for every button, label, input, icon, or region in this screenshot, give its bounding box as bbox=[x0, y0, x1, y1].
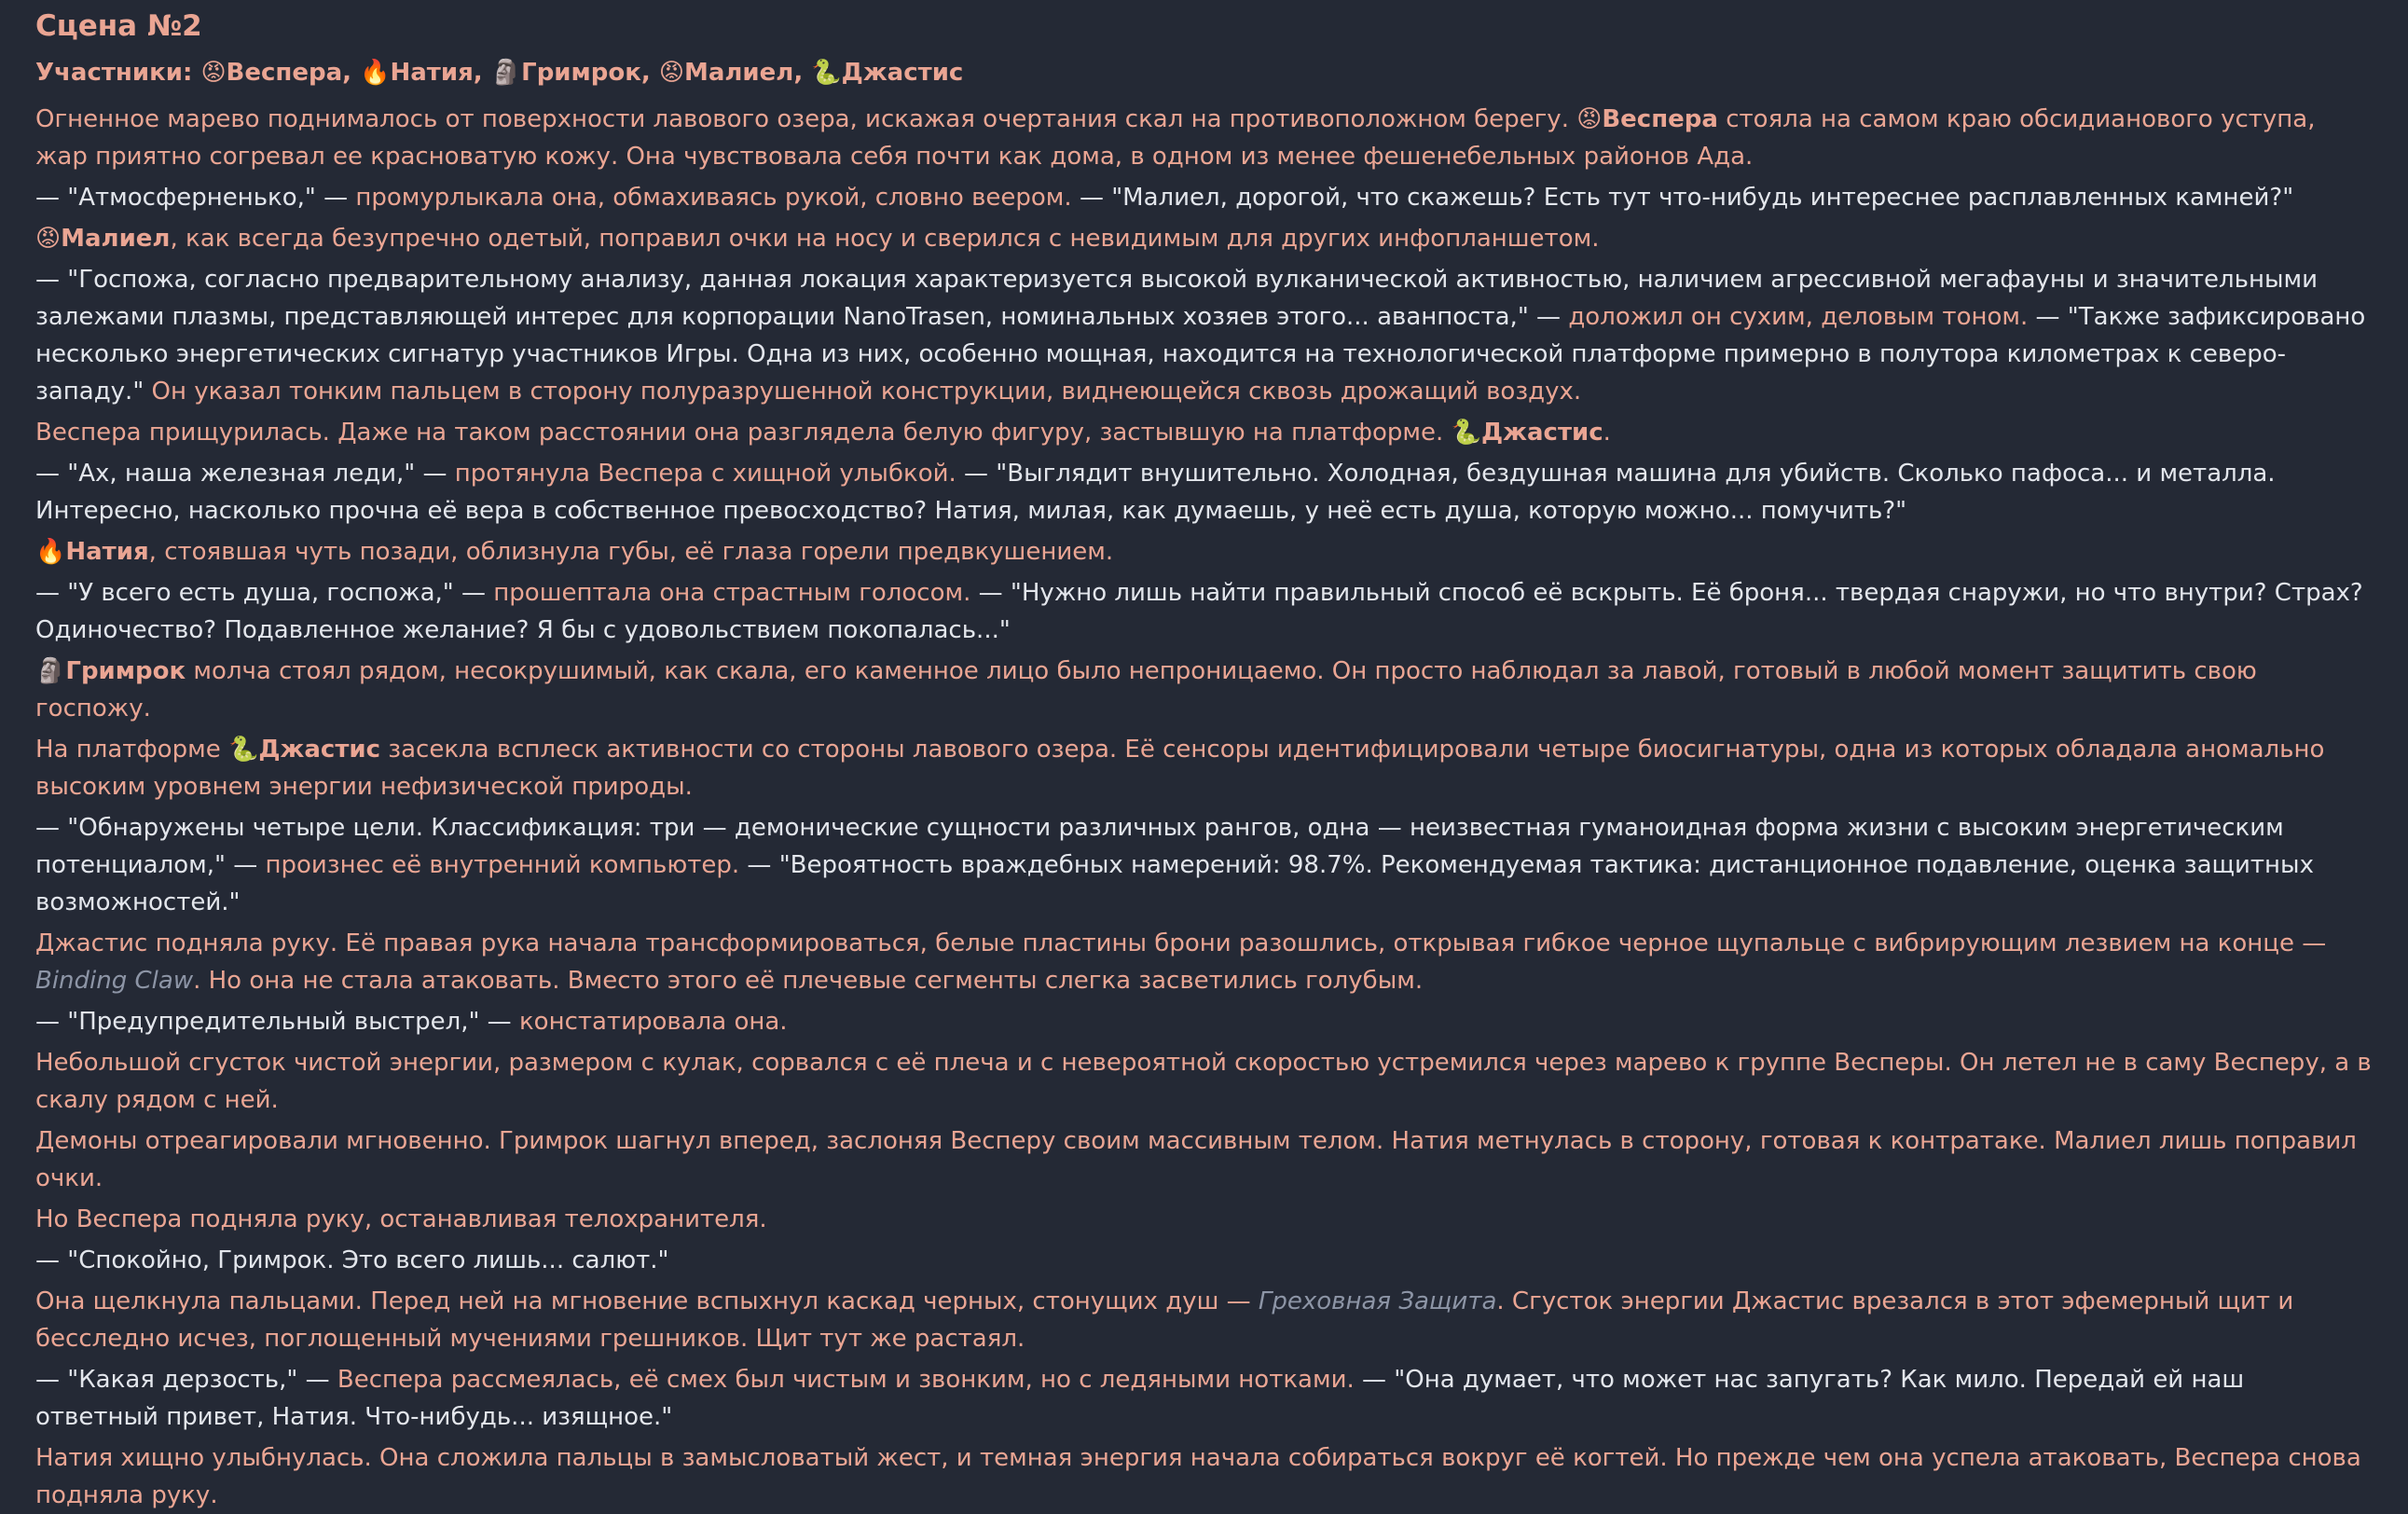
narration-paragraph bbox=[35, 1122, 2373, 1197]
dialogue-paragraph bbox=[35, 179, 2373, 216]
ability-name: Греховная Защита bbox=[1258, 1287, 1497, 1315]
narration-paragraph bbox=[35, 653, 2373, 727]
text-span: — "Нужно лишь найти правильный способ её вскрыть. Её броня... твердая снаружи, но что внутри? Страх? Одиночество? Подавленное желание? Я бы с удовольствием покопалась..." bbox=[35, 579, 2363, 644]
text-span: Небольшой сгусток чистой энергии, размером с кулак, сорвался с её плеча и с невероятной скоростью устремился через марево к группе Весперы. Он летел не в саму Весперу, а в скалу рядом с ней. bbox=[35, 1049, 2372, 1114]
story-text bbox=[35, 101, 2373, 1514]
text-span: — "Она думает, что может нас запугать? Как мило. Передай ей наш ответный привет, Натия. Что-нибудь... изящное." bbox=[35, 1366, 2245, 1431]
text-span: . bbox=[1603, 419, 1611, 447]
text-span: Натия хищно улыбнулась. Она сложила пальцы в замысловатый жест, и темная энергия начала собираться вокруг её когтей. Но прежде чем она успела атаковать, Веспера снова подняла руку. bbox=[35, 1444, 2361, 1509]
dialogue-tag: прошептала она страстным голосом. bbox=[493, 579, 971, 607]
narration-paragraph bbox=[35, 1044, 2373, 1119]
text-span: — "Ах, наша железная леди," — bbox=[35, 460, 455, 488]
text-span: Она щелкнула пальцами. Перед ней на мгновение вспыхнул каскад черных, стонущих душ — bbox=[35, 1287, 1259, 1315]
character-name: Натия bbox=[65, 538, 149, 566]
text-span: . Сгусток энергии Джастис врезался в этот эфемерный щит и бесследно исчез, поглощенный мучениями грешников. Щит тут же растаял. bbox=[35, 1287, 2294, 1353]
dialogue-paragraph bbox=[35, 1361, 2373, 1436]
text-span: — "Госпожа, согласно предварительному анализу, данная локация характеризуется высокой вулканической активностью, наличием агрессивной мегафауны и значительными залежами плазмы, представляющей интерес для корпорации NanoTrasen, номинальных хозяев этого... аванпоста," — bbox=[35, 266, 2319, 331]
character-icon: 🗿 bbox=[35, 657, 66, 685]
text-span: — "У всего есть душа, госпожа," — bbox=[35, 579, 494, 607]
text-span: засекла всплеск активности со стороны лавового озера. Её сенсоры идентифицировали четыре биосигнатуры, одна из которых обладала аномально высоким уровнем энергии нефизической природы. bbox=[35, 736, 2325, 801]
character-name: Джастис bbox=[1480, 419, 1603, 447]
narration-paragraph bbox=[35, 1283, 2373, 1357]
text-span: — "Обнаружены четыре цели. Классификация: три — демонические сущности различных рангов, одна — неизвестная гуманоидная форма жизни с высоким энергетическим потенциалом," — bbox=[35, 814, 2284, 879]
text-span: — "Выглядит внушительно. Холодная, бездушная машина для убийств. Сколько пафоса... и металла. Интересно, насколько прочна её вера в собственное превосходство? Натия, милая, как думаешь, у неё есть душа, которую можно... помучить?" bbox=[35, 460, 2276, 525]
narration-paragraph bbox=[35, 533, 2373, 571]
narration-paragraph bbox=[35, 731, 2373, 805]
dialogue-tag: Веспера рассмеялась, её смех был чистым и звонким, но с ледяными нотками. bbox=[337, 1366, 1355, 1394]
character-icon: 🔥 bbox=[35, 538, 66, 566]
participant-separator: , bbox=[342, 59, 352, 87]
narration-paragraph bbox=[35, 1201, 2373, 1238]
participant-icon: 😡 bbox=[200, 59, 227, 87]
text-span: , стоявшая чуть позади, облизнула губы, её глаза горели предвкушением. bbox=[148, 538, 1114, 566]
dialogue-tag: доложил он сухим, деловым тоном. bbox=[1568, 303, 2029, 331]
character-name: Веспера bbox=[1602, 105, 1718, 133]
dialogue-paragraph bbox=[35, 261, 2373, 410]
dialogue-tag: промурлыкала она, обмахиваясь рукой, словно веером. bbox=[355, 184, 1072, 212]
dialogue-tag: Он указал тонким пальцем в сторону полуразрушенной конструкции, виднеющейся сквозь дрожащий воздух. bbox=[151, 378, 1582, 406]
participant-icon: 🗿 bbox=[490, 59, 522, 87]
dialogue-paragraph bbox=[35, 574, 2373, 649]
narration-paragraph bbox=[35, 925, 2373, 999]
participant-name: Джастис bbox=[841, 59, 964, 87]
participant-name: Натия bbox=[390, 59, 474, 87]
participant-icon: 🔥 bbox=[360, 59, 391, 87]
ability-name: Binding Claw bbox=[35, 967, 194, 995]
dialogue-tag: протянула Веспера с хищной улыбкой. bbox=[454, 460, 956, 488]
dialogue-paragraph bbox=[35, 809, 2373, 921]
participant-name: Гримрок bbox=[521, 59, 641, 87]
text-span: . Но она не стала атаковать. Вместо этого её плечевые сегменты слегка засветились голубым. bbox=[193, 967, 1424, 995]
participant-separator: , bbox=[473, 59, 483, 87]
text-span: — "Вероятность враждебных намерений: 98.7%. Рекомендуемая тактика: дистанционное подавление, оценка защитных возможностей." bbox=[35, 851, 2314, 916]
text-span: Джастис подняла руку. Её правая рука начала трансформироваться, белые пластины брони разошлись, открывая гибкое черное щупальце с вибрирующим лезвием на конце — bbox=[35, 929, 2327, 957]
participants-label: Участники: bbox=[35, 59, 193, 87]
character-icon: 😡 bbox=[35, 225, 62, 253]
participant-name: Веспера bbox=[226, 59, 343, 87]
dialogue-tag: констатировала она. bbox=[518, 1008, 788, 1036]
character-icon: 🐍 bbox=[1451, 419, 1481, 447]
participant-name: Малиел bbox=[683, 59, 794, 87]
text-span: молча стоял рядом, несокрушимый, как скала, его каменное лицо было непроницаемо. Он просто наблюдал за лавой, готовый в любой момент защитить свою госпожу. bbox=[35, 657, 2257, 723]
dialogue-tag: произнес её внутренний компьютер. bbox=[265, 851, 740, 879]
text-span: — "Какая дерзость," — bbox=[35, 1366, 337, 1394]
text-span: — "Атмосферненько," — bbox=[35, 184, 356, 212]
participant-icon: 🐍 bbox=[811, 59, 842, 87]
dialogue-paragraph bbox=[35, 455, 2373, 530]
text-span: стояла на самом краю обсидианового уступа, жар приятно согревал ее красноватую кожу. Она чувствовала себя почти как дома, в одном из менее фешенебельных районов Ада. bbox=[35, 105, 2316, 171]
character-icon: 😡 bbox=[1576, 105, 1603, 133]
character-icon: 🐍 bbox=[227, 736, 259, 764]
scene-title: Сцена №2 bbox=[35, 9, 202, 43]
text-span: Огненное марево поднималось от поверхности лавового озера, искажая очертания скал на противоположном берегу. bbox=[35, 105, 1577, 133]
participants-line bbox=[35, 54, 2373, 91]
text-span: Демоны отреагировали мгновенно. Гримрок шагнул вперед, заслоняя Весперу своим массивным телом. Натия метнулась в сторону, готовая к контратаке. Малиел лишь поправил очки. bbox=[35, 1127, 2357, 1192]
narration-paragraph bbox=[35, 101, 2373, 175]
narration-paragraph bbox=[35, 414, 2373, 451]
character-name: Гримрок bbox=[65, 657, 186, 685]
dialogue-paragraph bbox=[35, 1242, 2373, 1279]
text-span: — "Малиел, дорогой, что скажешь? Есть тут что-нибудь интереснее расплавленных камней?" bbox=[1071, 184, 2294, 212]
character-name: Джастис bbox=[258, 736, 381, 764]
text-span: — "Предупредительный выстрел," — bbox=[35, 1008, 519, 1036]
participant-separator: , bbox=[793, 59, 804, 87]
narration-paragraph bbox=[35, 220, 2373, 257]
character-name: Малиел bbox=[61, 225, 171, 253]
dialogue-paragraph bbox=[35, 1003, 2373, 1040]
text-span: , как всегда безупречно одетый, поправил очки на носу и сверился с невидимым для других инфопланшетом. bbox=[170, 225, 1600, 253]
text-span: Веспера прищурилась. Даже на таком расстоянии она разглядела белую фигуру, застывшую на платформе. bbox=[35, 419, 1452, 447]
text-span: Но Веспера подняла руку, останавливая телохранителя. bbox=[35, 1205, 767, 1233]
participant-icon: 😡 bbox=[658, 59, 684, 87]
narration-paragraph bbox=[35, 1439, 2373, 1514]
text-span: — "Спокойно, Гримрок. Это всего лишь... салют." bbox=[35, 1246, 669, 1274]
text-span: — "Также зафиксировано несколько энергетических сигнатур участников Игры. Одна из них, особенно мощная, находится на технологической платформе примерно в полутора километрах к северо-западу." bbox=[35, 303, 2366, 406]
participant-separator: , bbox=[640, 59, 651, 87]
text-span: На платформе bbox=[35, 736, 228, 764]
